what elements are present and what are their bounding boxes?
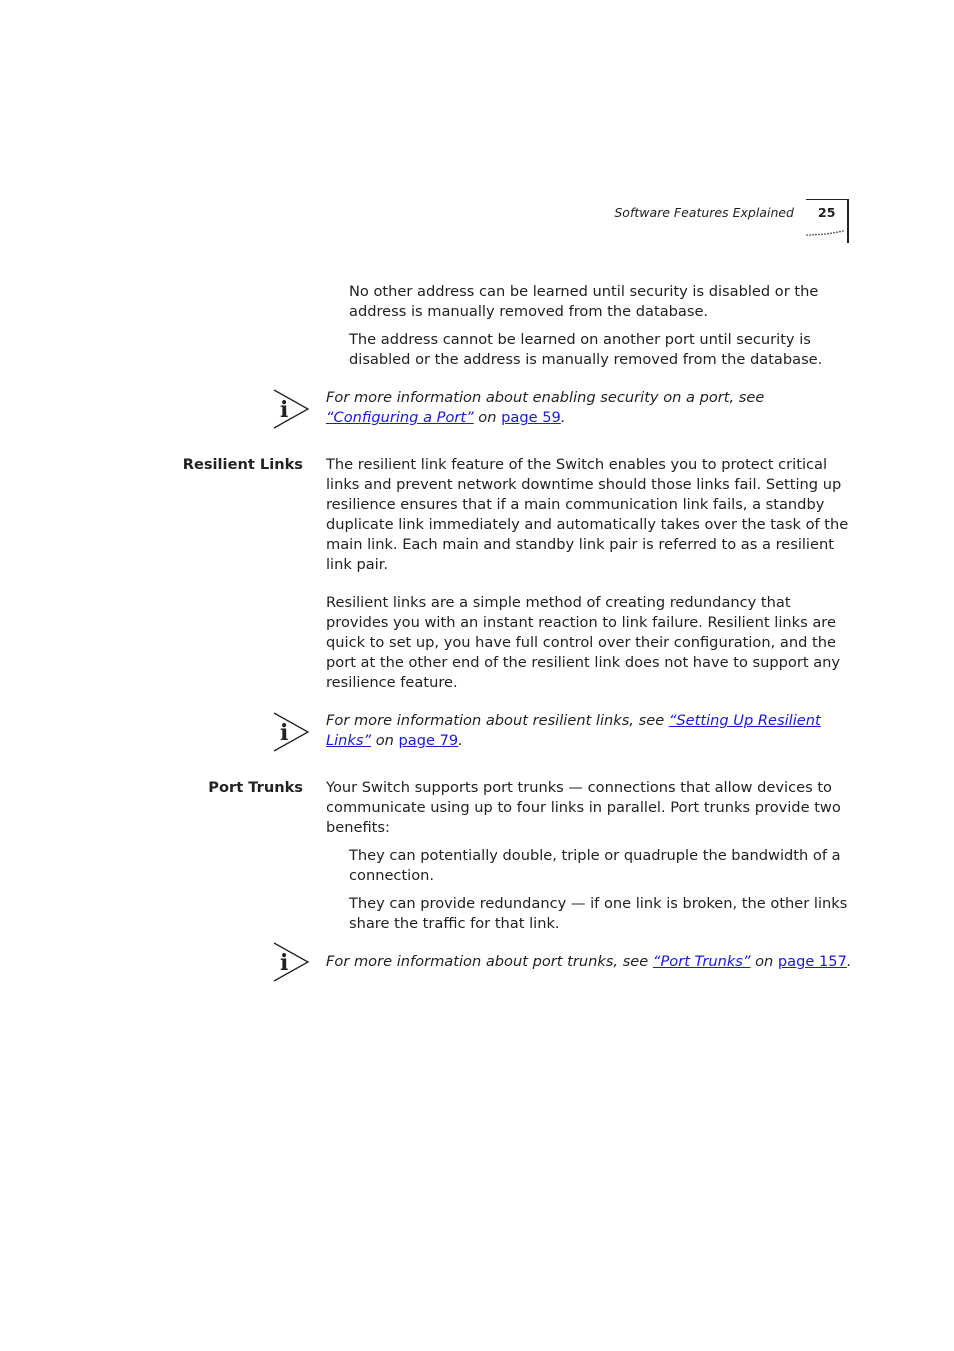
svg-text:i: i xyxy=(280,950,289,976)
header-dotted-line xyxy=(806,228,846,238)
security-note xyxy=(326,388,854,428)
port-trunks-bullet-1: They can potentially double, triple or quadruple the bandwidth of a connection. xyxy=(349,847,841,884)
note-text: . xyxy=(560,409,566,426)
info-icon xyxy=(272,942,310,982)
port-trunks-link[interactable]: “Port Trunks” xyxy=(652,953,751,970)
header-rule-vertical xyxy=(847,199,849,243)
header-rule-top xyxy=(806,199,849,200)
security-bullet-1: No other address can be learned until security is disabled or the address is manually removed from the database. xyxy=(349,283,819,320)
security-bullet-2: The address cannot be learned on another port until security is disabled or the address is manually removed from the database. xyxy=(349,331,823,368)
note-text: For more information about resilient links, see xyxy=(326,712,669,729)
svg-text:i: i xyxy=(280,720,289,746)
resilient-links-heading: Resilient Links xyxy=(182,456,303,473)
page-79-link[interactable]: page 79 xyxy=(398,732,459,749)
port-trunks-intro: Your Switch supports port trunks — connections that allow devices to communicate using up to four links in parallel. Port trunks provide two benefits: xyxy=(326,779,841,836)
note-text: For more information about port trunks, see xyxy=(326,953,653,970)
note-text: on xyxy=(473,409,502,426)
note-text: on xyxy=(371,732,399,749)
port-trunks-heading: Port Trunks xyxy=(208,779,303,796)
resilient-links-note xyxy=(326,711,826,751)
page-number: 25 xyxy=(818,205,836,220)
info-icon xyxy=(272,712,310,752)
note-text: on xyxy=(750,953,778,970)
resilient-links-paragraph-2: Resilient links are a simple method of creating redundancy that provides you with an instant reaction to link failure. Resilient links are quick to set up, you have full control over their configuration, and the port at the other end of the resilient link does not have to support any resilience feature. xyxy=(326,594,841,691)
svg-text:i: i xyxy=(280,397,289,423)
note-text: . xyxy=(846,953,852,970)
setting-up-resilient-links-link[interactable]: “Setting Up Resilient Links” xyxy=(326,712,821,749)
port-trunks-note xyxy=(326,952,886,972)
page-59-link[interactable]: page 59 xyxy=(501,409,561,426)
port-trunks-bullet-2: They can provide redundancy — if one link is broken, the other links share the traffic for that link. xyxy=(349,895,848,932)
note-text: . xyxy=(458,732,463,749)
note-text: For more information about enabling security on a port, see xyxy=(326,389,765,406)
info-icon xyxy=(272,389,310,429)
page-157-link[interactable]: page 157 xyxy=(777,953,847,970)
configuring-a-port-link[interactable]: “Configuring a Port” xyxy=(326,409,474,426)
running-header-title: Software Features Explained xyxy=(614,205,794,220)
resilient-links-paragraph-1: The resilient link feature of the Switch enables you to protect critical links and prevent network downtime should those links fail. Setting up resilience ensures that if a main communication link fails, a standby duplicate link immediately and automatically takes over the task of the main link. Each main and standby link pair is referred to as a resilient link pair. xyxy=(326,456,849,573)
